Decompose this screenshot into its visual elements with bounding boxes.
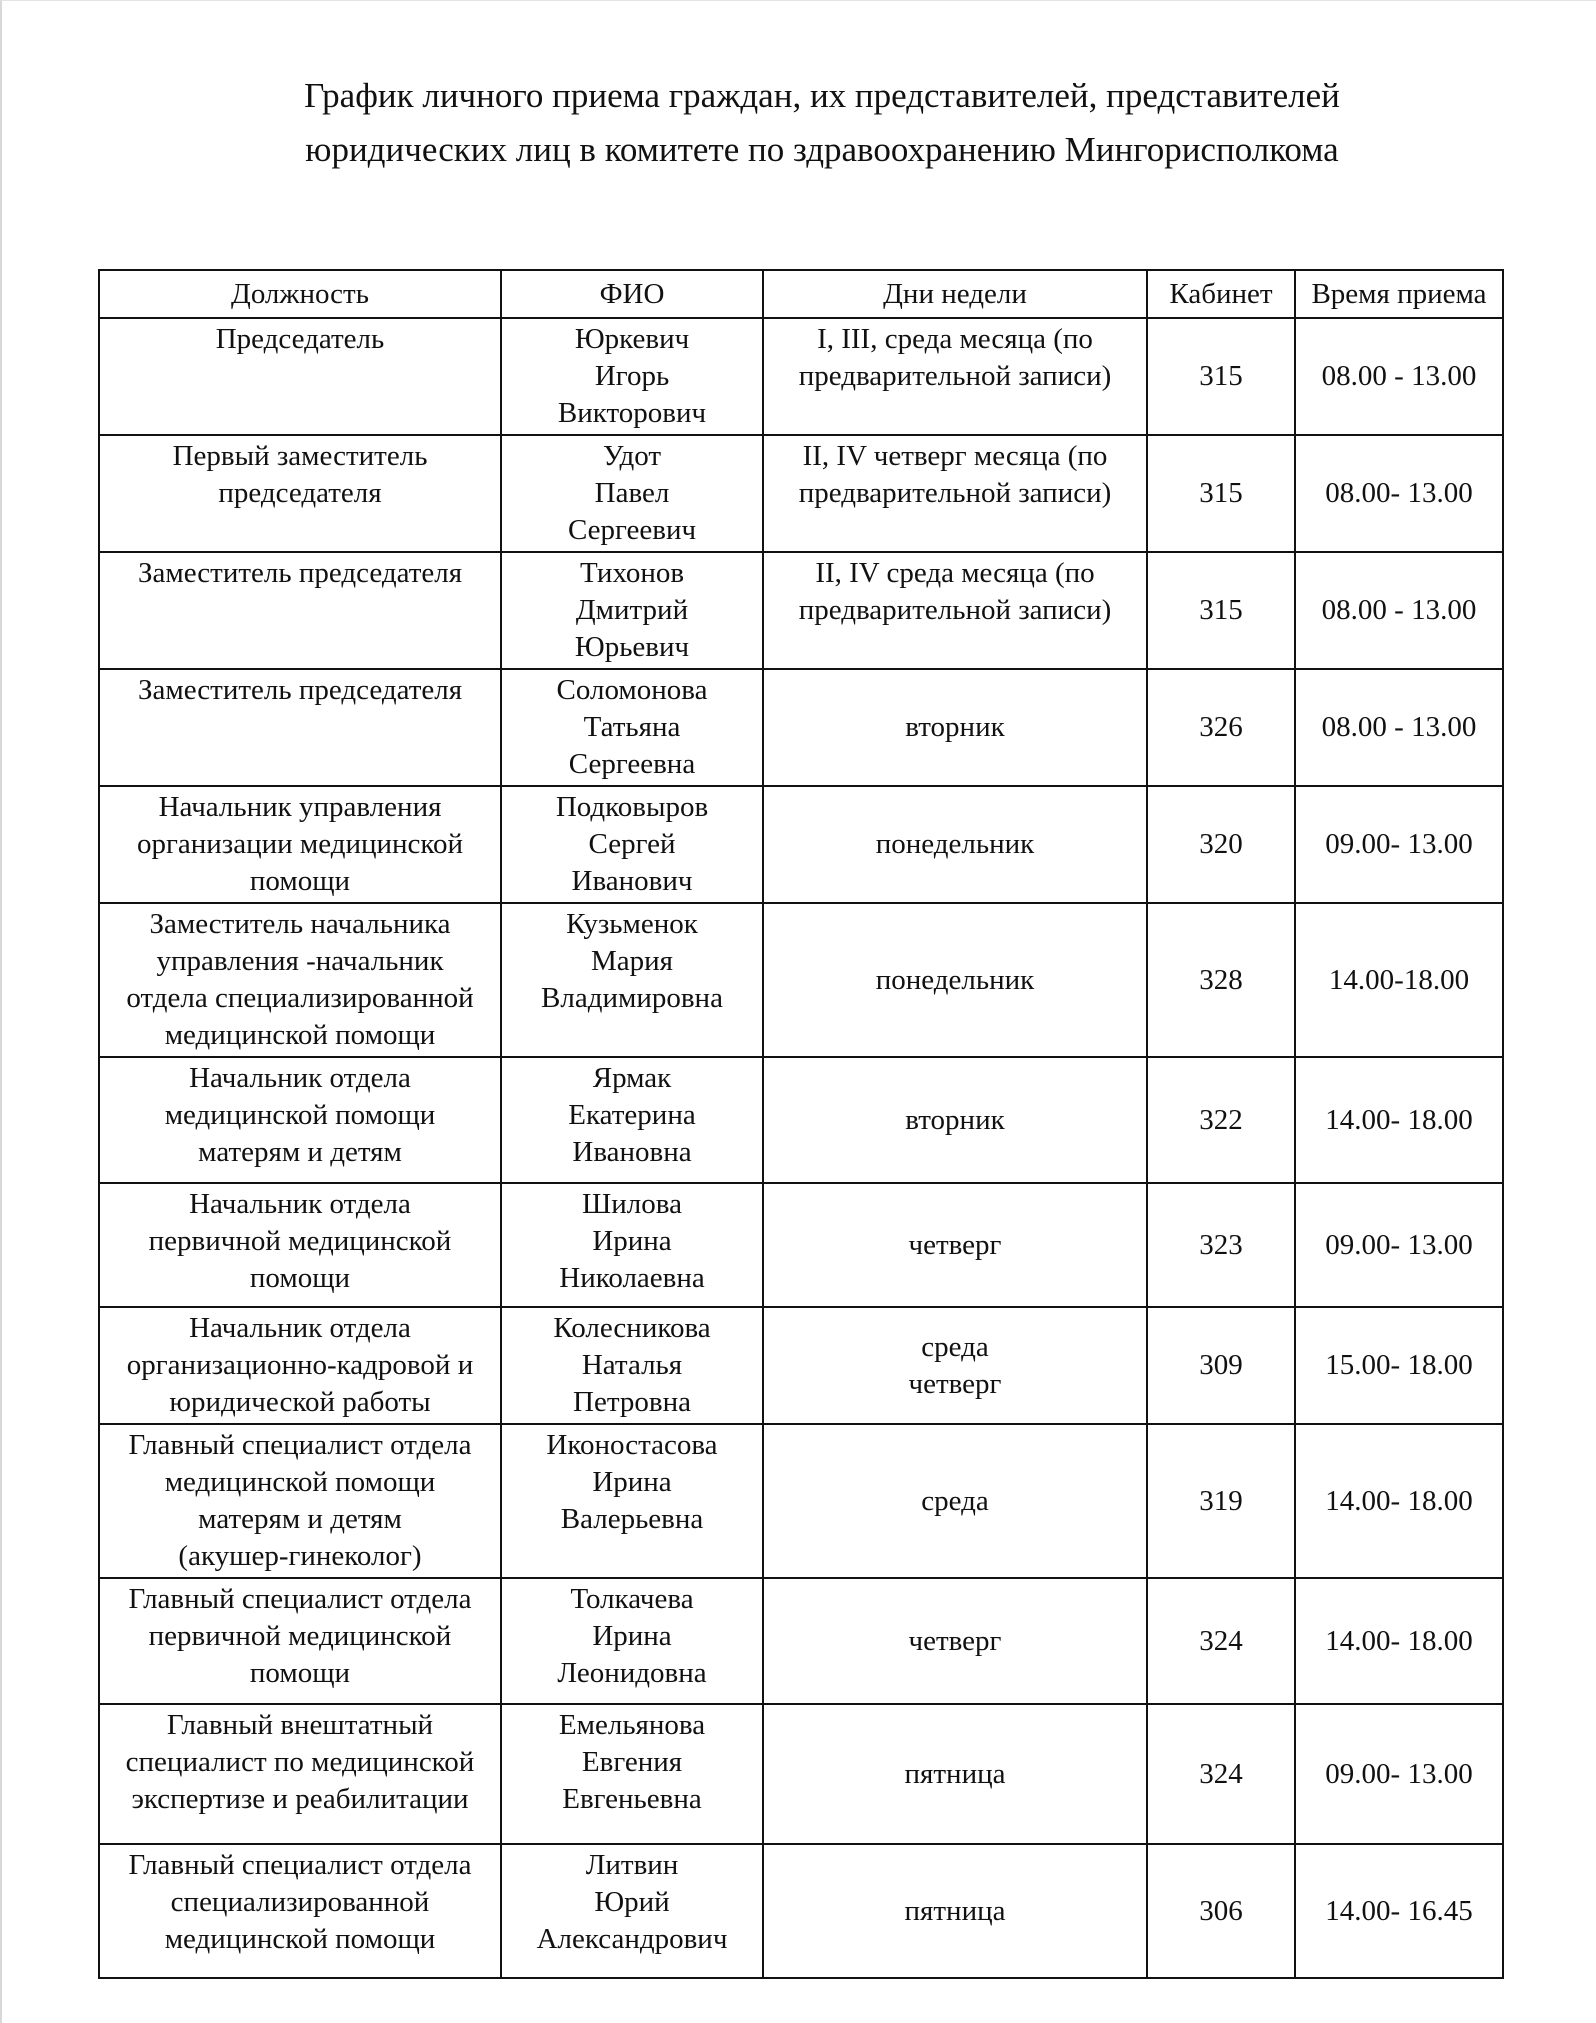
cell-fio-line: Владимировна	[541, 982, 723, 1014]
cell-fio-line: Юркевич	[574, 323, 690, 355]
cell-days-line: I, III, среда месяца (по	[817, 323, 1093, 355]
header-position: Должность	[99, 270, 501, 318]
cell-time: 08.00 - 13.00	[1295, 318, 1503, 435]
table-row	[99, 1307, 1503, 1424]
cell-room: 315	[1147, 435, 1295, 552]
cell-time: 14.00- 18.00	[1295, 1057, 1503, 1183]
header-room: Кабинет	[1147, 270, 1295, 318]
cell-fio-line: Юрьевич	[574, 631, 690, 663]
cell-fio	[501, 1307, 763, 1424]
cell-fio-line: Подковыров	[555, 791, 709, 823]
page-title	[122, 69, 1522, 177]
cell-fio-line: Сергеевна	[568, 748, 696, 780]
table-row	[99, 1057, 1503, 1183]
cell-days	[763, 903, 1147, 1057]
cell-fio-line: Дмитрий	[575, 594, 689, 626]
cell-position-line: Заместитель начальника	[149, 908, 451, 940]
cell-fio-line: Ирина	[592, 1225, 672, 1257]
cell-days-line: вторник	[905, 1103, 1005, 1136]
cell-position	[99, 1424, 501, 1578]
cell-fio-line: Ирина	[592, 1620, 672, 1652]
cell-days	[763, 1424, 1147, 1578]
cell-position-line: первичной медицинской	[148, 1225, 452, 1257]
cell-days-line: пятница	[904, 1894, 1006, 1927]
cell-position-line: организации медицинской	[136, 828, 464, 860]
cell-position-line: Главный специалист отдела	[128, 1849, 472, 1881]
cell-fio-line: Петровна	[573, 1386, 691, 1418]
cell-days	[763, 1307, 1147, 1424]
cell-position	[99, 552, 501, 669]
cell-days	[763, 1578, 1147, 1704]
cell-fio	[501, 786, 763, 903]
cell-position-line: организационно-кадровой и	[126, 1349, 474, 1381]
cell-position	[99, 1183, 501, 1307]
cell-time: 08.00 - 13.00	[1295, 552, 1503, 669]
cell-position-line: юридической работы	[169, 1386, 431, 1418]
table-row	[99, 903, 1503, 1057]
cell-days-line: предварительной записи)	[798, 360, 1112, 392]
cell-days	[763, 786, 1147, 903]
cell-time: 15.00- 18.00	[1295, 1307, 1503, 1424]
table-row	[99, 1578, 1503, 1704]
header-time: Время приема	[1295, 270, 1503, 318]
cell-fio-line: Юрий	[594, 1886, 670, 1918]
table-row	[99, 669, 1503, 786]
cell-position-line: Начальник управления	[158, 791, 442, 823]
cell-position-line: Начальник отдела	[189, 1062, 411, 1094]
cell-fio	[501, 1704, 763, 1844]
cell-time: 09.00- 13.00	[1295, 786, 1503, 903]
cell-position-line: матерям и детям	[198, 1136, 402, 1168]
cell-days-line: предварительной записи)	[798, 477, 1112, 509]
cell-fio	[501, 1844, 763, 1978]
cell-position-line: Главный внештатный	[166, 1709, 434, 1741]
cell-fio-line: Сергей	[588, 828, 676, 860]
cell-fio-line: Ирина	[592, 1466, 672, 1498]
cell-days-line: четверг	[908, 1624, 1002, 1657]
cell-time: 14.00- 18.00	[1295, 1424, 1503, 1578]
cell-days-line: четверг	[908, 1367, 1002, 1400]
cell-time: 14.00-18.00	[1295, 903, 1503, 1057]
cell-days-line: II, IV среда месяца (по	[815, 557, 1095, 589]
cell-position-line: экспертизе и реабилитации	[131, 1783, 469, 1815]
cell-room: 324	[1147, 1578, 1295, 1704]
cell-days-line: среда	[921, 1484, 989, 1517]
table-header-row	[99, 270, 1503, 318]
table-body	[99, 318, 1503, 1978]
cell-position	[99, 318, 501, 435]
cell-room: 326	[1147, 669, 1295, 786]
table-row	[99, 1424, 1503, 1578]
cell-time: 08.00 - 13.00	[1295, 669, 1503, 786]
cell-days	[763, 669, 1147, 786]
cell-fio	[501, 1183, 763, 1307]
cell-position-line: Главный специалист отдела	[128, 1429, 472, 1461]
cell-position	[99, 1578, 501, 1704]
table-row	[99, 1844, 1503, 1978]
cell-fio	[501, 1424, 763, 1578]
cell-fio-line: Ивановна	[572, 1136, 692, 1168]
cell-days-line: четверг	[908, 1228, 1002, 1261]
cell-position	[99, 786, 501, 903]
cell-fio	[501, 1578, 763, 1704]
cell-position-line: Начальник отдела	[189, 1312, 411, 1344]
cell-fio-line: Колесникова	[553, 1312, 711, 1344]
table-row	[99, 435, 1503, 552]
cell-position-line: первичной медицинской	[148, 1620, 452, 1652]
cell-days	[763, 318, 1147, 435]
cell-position	[99, 903, 501, 1057]
title-line-2: юридических лиц в комитете по здравоохранению Мингорисполкома	[305, 130, 1339, 169]
cell-fio-line: Татьяна	[583, 711, 681, 743]
cell-position-line: управления -начальник	[156, 945, 444, 977]
cell-time: 14.00- 16.45	[1295, 1844, 1503, 1978]
cell-room: 323	[1147, 1183, 1295, 1307]
cell-position-line: медицинской помощи	[164, 1019, 436, 1051]
cell-fio-line: Екатерина	[568, 1099, 696, 1131]
cell-days	[763, 552, 1147, 669]
cell-position-line: председателя	[218, 477, 382, 509]
cell-position-line: медицинской помощи	[164, 1466, 436, 1498]
cell-fio	[501, 552, 763, 669]
cell-room: 319	[1147, 1424, 1295, 1578]
reception-schedule-table	[98, 269, 1504, 1979]
cell-room: 324	[1147, 1704, 1295, 1844]
cell-room: 320	[1147, 786, 1295, 903]
cell-time: 14.00- 18.00	[1295, 1578, 1503, 1704]
cell-fio-line: Валерьевна	[560, 1503, 704, 1535]
cell-position-line: матерям и детям	[198, 1503, 402, 1535]
cell-days-line: среда	[921, 1330, 989, 1363]
cell-position-line: специалист по медицинской	[125, 1746, 475, 1778]
cell-time: 09.00- 13.00	[1295, 1704, 1503, 1844]
cell-position-line: специализированной	[170, 1886, 430, 1918]
cell-fio-line: Евгеньевна	[562, 1783, 702, 1815]
cell-fio	[501, 903, 763, 1057]
header-fio: ФИО	[501, 270, 763, 318]
cell-room: 306	[1147, 1844, 1295, 1978]
table-row	[99, 786, 1503, 903]
cell-fio-line: Тихонов	[579, 557, 685, 589]
cell-days-line: пятница	[904, 1757, 1006, 1790]
cell-days	[763, 1057, 1147, 1183]
cell-fio-line: Иконостасова	[546, 1429, 718, 1461]
cell-fio-line: Литвин	[585, 1849, 679, 1881]
cell-position	[99, 435, 501, 552]
title-line-1: График личного приема граждан, их представителей, представителей	[304, 76, 1340, 115]
cell-fio-line: Кузьменок	[566, 908, 698, 940]
cell-fio-line: Николаевна	[559, 1262, 705, 1294]
cell-fio-line: Удот	[602, 440, 661, 472]
cell-fio	[501, 1057, 763, 1183]
cell-position-line: отдела специализированной	[126, 982, 474, 1014]
cell-fio-line: Мария	[590, 945, 673, 977]
cell-position-line: медицинской помощи	[164, 1923, 436, 1955]
cell-fio-line: Соломонова	[556, 674, 708, 706]
cell-days-line: предварительной записи)	[798, 594, 1112, 626]
cell-fio-line: Викторович	[557, 397, 707, 429]
cell-position-line: Заместитель председателя	[137, 674, 463, 706]
cell-fio-line: Павел	[594, 477, 670, 509]
cell-days	[763, 1183, 1147, 1307]
cell-position-line: Главный специалист отдела	[128, 1583, 472, 1615]
table-row	[99, 1704, 1503, 1844]
cell-fio-line: Игорь	[594, 360, 670, 392]
cell-fio-line: Емельянова	[558, 1709, 706, 1741]
cell-days-line: понедельник	[875, 828, 1035, 860]
cell-position	[99, 669, 501, 786]
cell-position	[99, 1704, 501, 1844]
cell-days	[763, 1844, 1147, 1978]
cell-days-line: вторник	[905, 711, 1005, 743]
cell-position-line: (акушер-гинеколог)	[178, 1540, 422, 1572]
cell-fio-line: Александрович	[536, 1923, 728, 1955]
cell-fio-line: Сергеевич	[567, 514, 697, 546]
table-row	[99, 1183, 1503, 1307]
cell-position	[99, 1307, 501, 1424]
cell-position	[99, 1844, 501, 1978]
cell-days-line: II, IV четверг месяца (по	[802, 440, 1108, 472]
cell-fio	[501, 435, 763, 552]
cell-room: 315	[1147, 552, 1295, 669]
cell-position-line: Председатель	[215, 323, 385, 355]
cell-fio-line: Шилова	[582, 1188, 682, 1220]
cell-fio-line: Леонидовна	[557, 1657, 707, 1689]
cell-position-line: Начальник отдела	[189, 1188, 411, 1220]
cell-fio-line: Евгения	[581, 1746, 683, 1778]
cell-fio	[501, 318, 763, 435]
cell-position-line: медицинской помощи	[164, 1099, 436, 1131]
cell-position-line: помощи	[249, 1657, 351, 1689]
cell-fio-line: Ярмак	[592, 1062, 672, 1094]
cell-days	[763, 435, 1147, 552]
cell-room: 322	[1147, 1057, 1295, 1183]
cell-days-line: понедельник	[875, 963, 1035, 996]
cell-position-line: Заместитель председателя	[137, 557, 463, 589]
cell-position	[99, 1057, 501, 1183]
cell-position-line: помощи	[249, 865, 351, 897]
cell-days	[763, 1704, 1147, 1844]
cell-fio-line: Иванович	[571, 865, 693, 897]
cell-time: 08.00- 13.00	[1295, 435, 1503, 552]
cell-position-line: помощи	[249, 1262, 351, 1294]
cell-room: 328	[1147, 903, 1295, 1057]
cell-time: 09.00- 13.00	[1295, 1183, 1503, 1307]
cell-fio-line: Толкачева	[570, 1583, 694, 1615]
table-row	[99, 318, 1503, 435]
cell-position-line: Первый заместитель	[172, 440, 428, 472]
header-days: Дни недели	[763, 270, 1147, 318]
cell-fio	[501, 669, 763, 786]
cell-room: 315	[1147, 318, 1295, 435]
cell-room: 309	[1147, 1307, 1295, 1424]
cell-fio-line: Наталья	[581, 1349, 683, 1381]
table-row	[99, 552, 1503, 669]
